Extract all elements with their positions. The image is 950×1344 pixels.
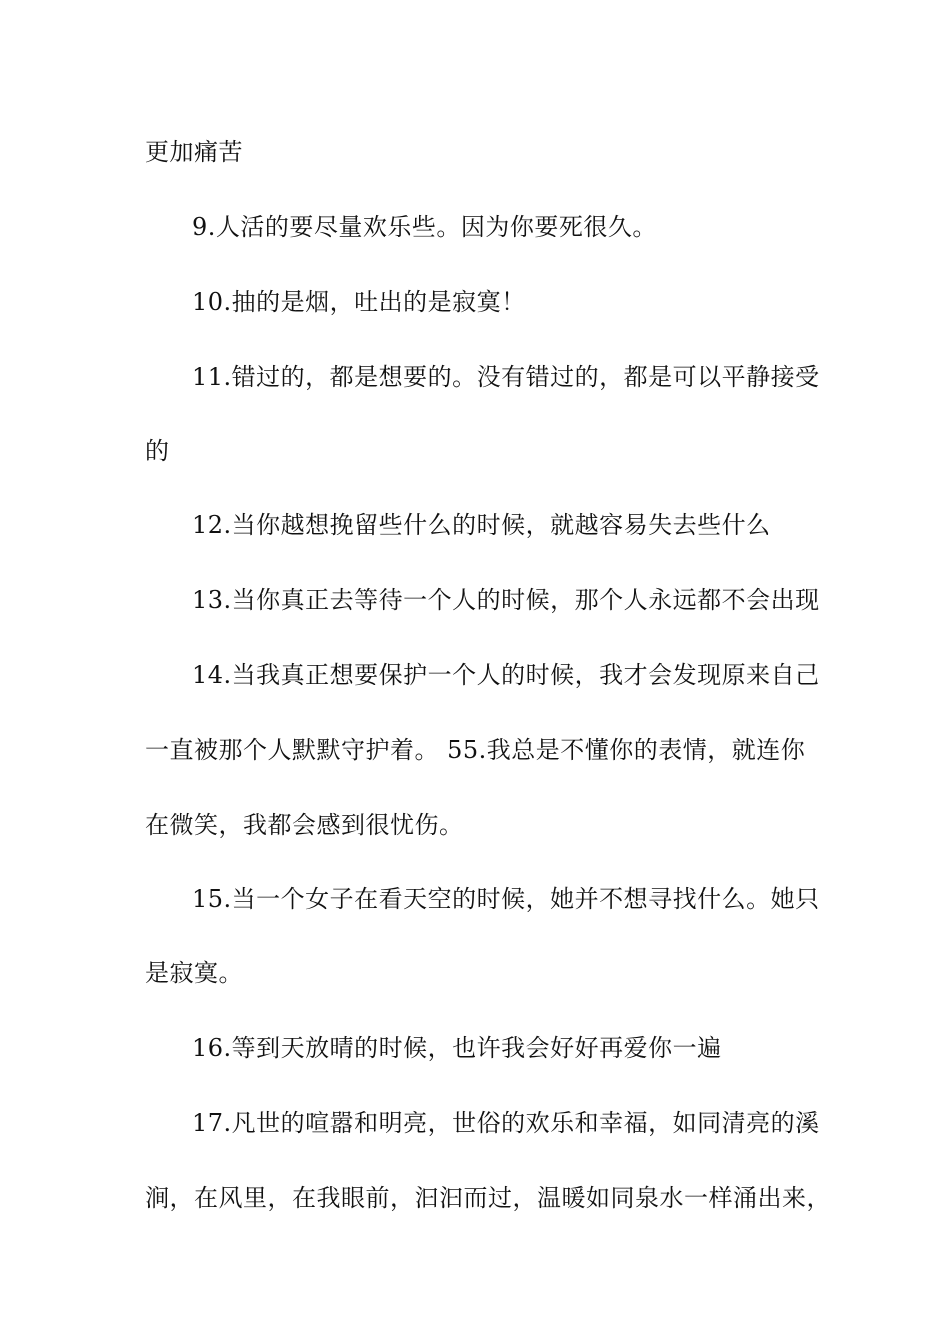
text-line: 16.等到天放晴的时候，也许我会好好再爱你一遍 [192, 1034, 722, 1062]
text-line: 14.当我真正想要保护一个人的时候，我才会发现原来自己 [192, 661, 820, 689]
text-line: 在微笑，我都会感到很忧伤。 [145, 811, 464, 839]
text-line: 一直被那个人默默守护着。 55.我总是不懂你的表情，就连你 [145, 736, 806, 764]
text-line: 的 [145, 437, 170, 465]
text-line: 涧，在风里，在我眼前，汩汩而过，温暖如同泉水一样涌出来， [145, 1184, 831, 1212]
text-line: 是寂寞。 [145, 959, 243, 987]
text-line: 13.当你真正去等待一个人的时候，那个人永远都不会出现 [192, 586, 820, 614]
text-line: 17.凡世的喧嚣和明亮，世俗的欢乐和幸福，如同清亮的溪 [192, 1109, 820, 1137]
text-line: 15.当一个女子在看天空的时候，她并不想寻找什么。她只 [192, 885, 820, 913]
text-line: 12.当你越想挽留些什么的时候，就越容易失去些什么 [192, 511, 771, 539]
text-line: 9.人活的要尽量欢乐些。因为你要死很久。 [192, 213, 657, 241]
text-line: 11.错过的，都是想要的。没有错过的，都是可以平静接受 [192, 363, 820, 391]
text-line: 更加痛苦 [145, 138, 243, 166]
text-line: 10.抽的是烟，吐出的是寂寞！ [192, 288, 526, 316]
